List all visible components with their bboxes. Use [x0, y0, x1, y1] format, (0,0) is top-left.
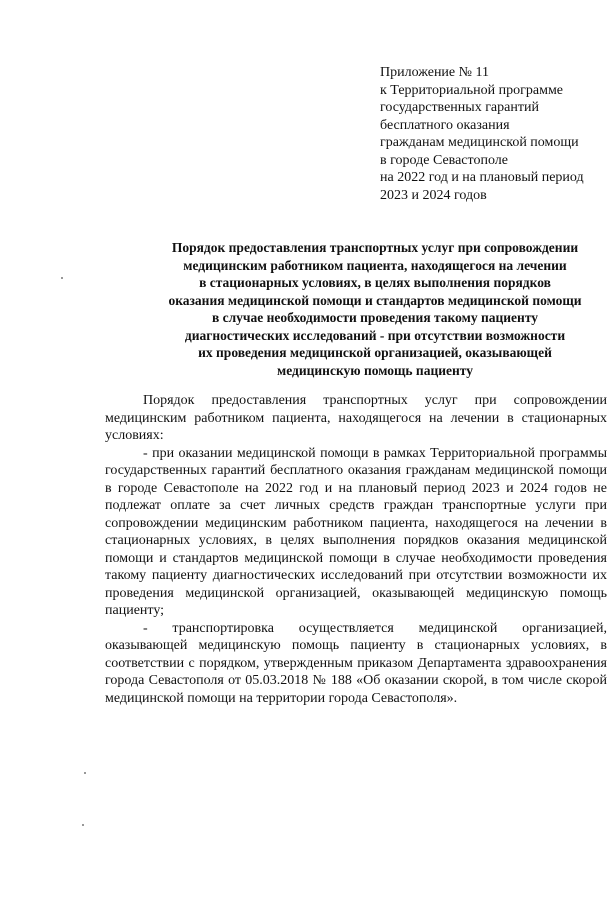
title-line: оказания медицинской помощи и стандартов медицинской помощи: [168, 292, 582, 308]
scan-speck: [61, 277, 63, 279]
appendix-line: в городе Севастополе: [380, 152, 508, 168]
appendix-line: на 2022 год и на плановый период: [380, 170, 584, 185]
title-line: медицинскую помощь пациенту: [277, 362, 473, 378]
appendix-header: [380, 64, 608, 204]
list-item-paragraph: - транспортировка осуществляется медицинской организацией, оказывающей медицинскую помощь пациенту в стационарных условиях, в соответствии с порядком, утвержденным приказом Департамента здравоохранения города Севастополя от 05.03.2018 № 188 «Об оказании скорой, в том числе скорой медицинской помощи на территории города Севастополя».: [105, 620, 607, 706]
appendix-line: 2023 и 2024 годов: [380, 187, 487, 203]
appendix-line: гражданам медицинской помощи: [380, 135, 579, 150]
title-line: в стационарных условиях, в целях выполнения порядков: [199, 275, 551, 290]
appendix-line: к Территориальной программе: [380, 82, 564, 98]
title-line: Порядок предоставления транспортных услуг при сопровождении: [171, 240, 579, 255]
scan-speck: [84, 772, 86, 774]
title-line: диагностических исследований - при отсутствии возможности: [184, 327, 566, 343]
appendix-line: государственных гарантий: [380, 100, 539, 115]
list-item-paragraph: - при оказании медицинской помощи в рамках Территориальной программы государственных гарантий бесплатного оказания гражданам медицинской помощи в городе Севастополе на 2022 год и на плановый период 2023 и 2024 годов не подлежат оплате за счет личных средств граждан транспортные услуги при сопровождении медицинским работником пациента, находящегося на лечении в стационарных условиях, в целях выполнения порядков оказания медицинской помощи и стандартов медицинской помощи в случае необходимости проведения такому пациенту диагностических исследований при отсутствии возможности их проведения медицинской организацией, оказывающей медицинскую помощь пациенту;: [105, 445, 607, 618]
scan-speck: [82, 824, 84, 826]
appendix-line: бесплатного оказания: [380, 117, 510, 133]
document-body: [105, 392, 607, 707]
document-title: [135, 239, 608, 379]
intro-paragraph: Порядок предоставления транспортных услуг при сопровождении медицинским работником пациента, находящегося на лечении в стационарных условиях:: [105, 393, 607, 443]
title-line: их проведения медицинской организацией, оказывающей: [198, 345, 552, 360]
title-line: в случае необходимости проведения такому пациенту: [211, 310, 539, 325]
appendix-line: Приложение № 11: [380, 65, 489, 80]
title-line: медицинским работником пациента, находящегося на лечении: [183, 257, 567, 273]
